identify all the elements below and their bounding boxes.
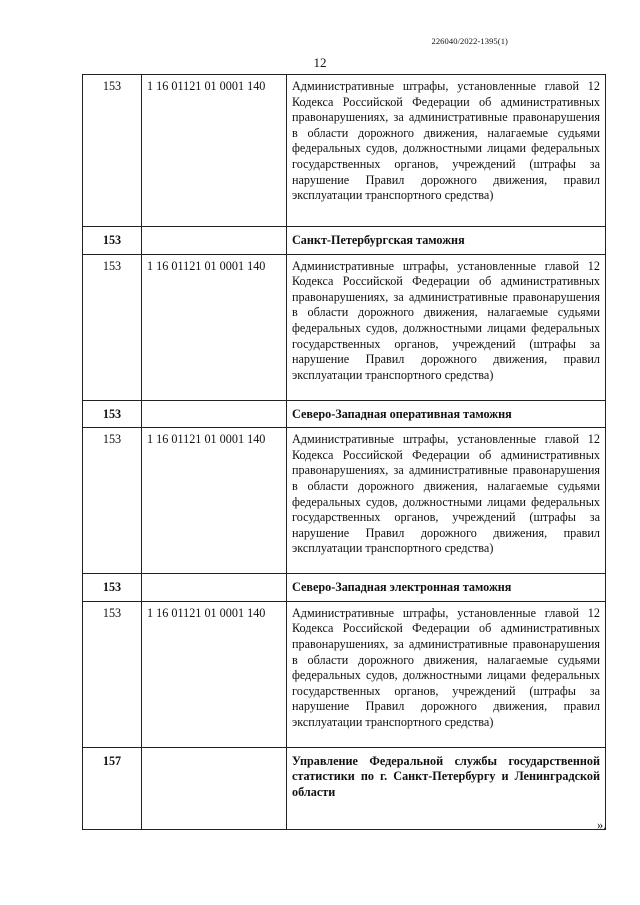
closing-quote-mark: ». <box>597 818 607 832</box>
table-row <box>83 601 606 747</box>
description-cell: Административные штрафы, установленные главой 12 Кодекса Российской Федерации об административных правонарушениях, за административные правонарушения в области дорожного движения, налагаемые судьями федеральных судов, должностными лицами федеральных государственных органов, учреждений (штрафы за нарушение Правил дорожного движения, правил эксплуатации транспортного средства) <box>287 254 606 400</box>
description-cell: Административные штрафы, установленные главой 12 Кодекса Российской Федерации об административных правонарушениях, за административные правонарушения в области дорожного движения, налагаемые судьями федеральных судов, должностными лицами федеральных государственных органов, учреждений (штрафы за нарушение Правил дорожного движения, правил эксплуатации транспортного средства) <box>287 75 606 227</box>
kbk-code-cell <box>142 400 287 428</box>
table-row <box>83 574 606 602</box>
admin-code-cell: 153 <box>83 428 142 574</box>
table-row <box>83 75 606 227</box>
table-row <box>83 254 606 400</box>
admin-code-cell: 153 <box>83 601 142 747</box>
admin-code-cell: 153 <box>83 574 142 602</box>
admin-code-cell: 153 <box>83 400 142 428</box>
page-number: 12 <box>313 55 327 70</box>
budget-codes-table <box>82 74 606 830</box>
kbk-code-cell <box>142 574 287 602</box>
kbk-code-cell <box>142 227 287 255</box>
kbk-code-cell: 1 16 01121 01 0001 140 <box>142 428 287 574</box>
kbk-code-cell <box>142 747 287 829</box>
admin-code-cell: 153 <box>83 227 142 255</box>
organization-name-cell: Северо-Западная электронная таможня <box>287 574 606 602</box>
description-cell: Административные штрафы, установленные главой 12 Кодекса Российской Федерации об административных правонарушениях, за административные правонарушения в области дорожного движения, налагаемые судьями федеральных судов, должностными лицами федеральных государственных органов, учреждений (штрафы за нарушение Правил дорожного движения, правил эксплуатации транспортного средства) <box>287 601 606 747</box>
table-row <box>83 428 606 574</box>
table-row <box>83 227 606 255</box>
kbk-code-cell: 1 16 01121 01 0001 140 <box>142 75 287 227</box>
kbk-code-cell: 1 16 01121 01 0001 140 <box>142 601 287 747</box>
admin-code-cell: 153 <box>83 254 142 400</box>
table-row <box>83 400 606 428</box>
admin-code-cell: 157 <box>83 747 142 829</box>
admin-code-cell: 153 <box>83 75 142 227</box>
organization-name-cell: Северо-Западная оперативная таможня <box>287 400 606 428</box>
document-number: 226040/2022-1395(1) <box>431 36 508 46</box>
description-cell: Административные штрафы, установленные главой 12 Кодекса Российской Федерации об административных правонарушениях, за административные правонарушения в области дорожного движения, налагаемые судьями федеральных судов, должностными лицами федеральных государственных органов, учреждений (штрафы за нарушение Правил дорожного движения, правил эксплуатации транспортного средства) <box>287 428 606 574</box>
table-row <box>83 747 606 829</box>
organization-name-cell: Санкт-Петербургская таможня <box>287 227 606 255</box>
kbk-code-cell: 1 16 01121 01 0001 140 <box>142 254 287 400</box>
organization-name-cell: Управление Федеральной службы государственной статистики по г. Санкт-Петербургу и Ленинградской области <box>287 747 606 829</box>
